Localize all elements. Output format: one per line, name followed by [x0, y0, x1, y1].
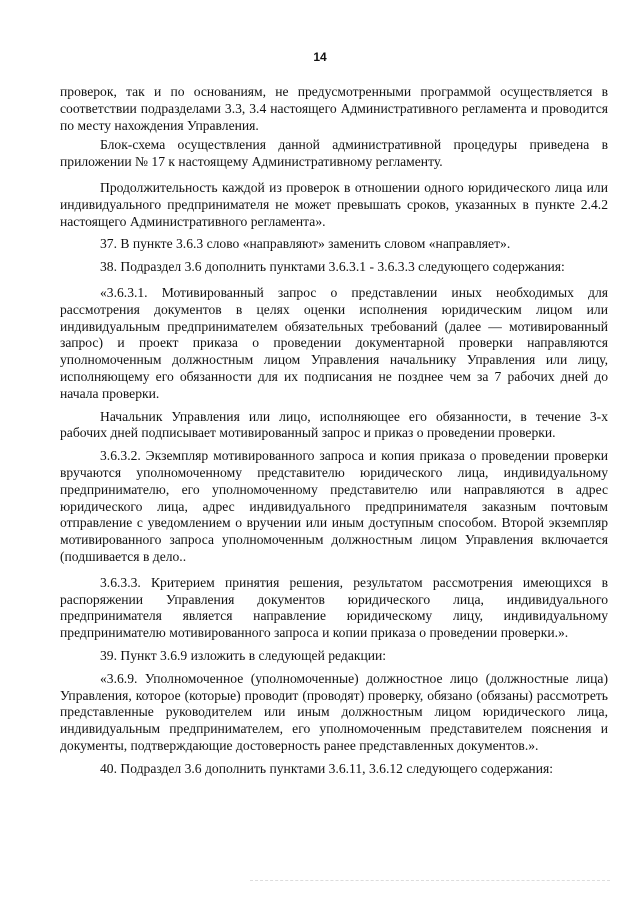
paragraph-3-6-9: «3.6.9. Уполномоченное (уполномоченные) должностное лицо (должностные лица) Управления, которое (которые) проводит (проводят) проверку, обязано (обязаны) рассмотреть представленные руководителем или иным должностным лицом юридического лица, индивидуальным предпринимателем, его уполномоченным представителем пояснения и документы, подтверждающие достоверность ранее представленных документов.».	[60, 670, 608, 753]
paragraph-item-40: 40. Подраздел 3.6 дополнить пунктами 3.6.11, 3.6.12 следующего содержания:	[100, 760, 553, 776]
paragraph-3-6-3-3: 3.6.3.3. Критерием принятия решения, результатом рассмотрения имеющихся в распоряжении Управления документов юридического лица, индивидуального предпринимателя является направление юридическому лицу, индивидуальному предпринимателю мотивированного запроса и копии приказа о проведении проверки.».	[60, 574, 608, 641]
scan-artifact	[250, 880, 610, 883]
paragraph-3-6-3-2: 3.6.3.2. Экземпляр мотивированного запроса и копия приказа о проведении проверки вручаются уполномоченному представителю юридического лица, индивидуальному предпринимателю, его уполномоченному представителю или направляются в адрес юридического лица, адрес индивидуального предпринимателя заказным почтовым отправление с уведомлением о вручении или иным доступным способом. Второй экземпляр мотивированного запроса уполномоченным должностным лицом Управления включается (подшивается в дело..	[60, 448, 608, 564]
paragraph-3-6-3-1: «3.6.3.1. Мотивированный запрос о представлении иных необходимых для рассмотрения документов в целях оценки исполнения юридическим лицом или индивидуальным предпринимателем обязательных требований (далее — мотивированный запрос) и проект приказа о проведении документарной проверки направляются уполномоченным должностным лицом Управления начальнику Управления или лицу, исполняющему его обязанности для их подписания не позднее чем за 7 рабочих дней до начала проверки.	[60, 284, 608, 401]
paragraph-head-signs: Начальник Управления или лицо, исполняющее его обязанности, в течение 3-х рабочих дней подписывает мотивированный запрос и приказ о проведении проверки.	[60, 408, 608, 441]
document-body	[60, 84, 608, 780]
paragraph-continuation: проверок, так и по основаниям, не предусмотренными программой осуществляется в соответствии подразделами 3.3, 3.4 настоящего Административного регламента и проводится по месту нахождения Управления.	[60, 84, 608, 133]
paragraph-flowchart: Блок-схема осуществления данной административной процедуры приведена в приложении № 17 к настоящему Административному регламенту.	[60, 137, 608, 170]
paragraph-item-37: 37. В пункте 3.6.3 слово «направляют» заменить словом «направляет».	[100, 236, 511, 252]
paragraph-item-39: 39. Пункт 3.6.9 изложить в следующей редакции:	[100, 647, 387, 663]
paragraph-duration: Продолжительность каждой из проверок в отношении одного юридического лица или индивидуального предпринимателя не может превышать сроков, указанных в пункте 2.4.2 настоящего Административного регламента».	[60, 179, 608, 229]
paragraph-item-38: 38. Подраздел 3.6 дополнить пунктами 3.6.3.1 - 3.6.3.3 следующего содержания:	[100, 259, 565, 275]
page-number: 14	[313, 50, 327, 64]
